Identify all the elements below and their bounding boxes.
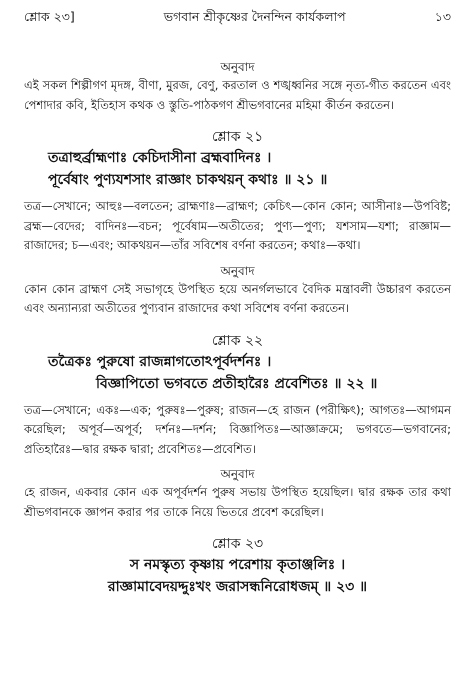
shloka-21-line-1: তত্রাহুর্ব্রাহ্মণাঃ কেচিদাসীনা ব্রহ্মবাদিনঃ । <box>48 150 272 166</box>
page-content <box>24 58 451 598</box>
shloka-22-line-2: বিজ্ঞাপিতো ভগবতে প্রতীহারৈঃ প্রবেশিতঃ ॥ ২২ ॥ <box>96 375 378 392</box>
shloka-21-synonyms: তত্র—সেখানে; আহুঃ—বলতেন; ব্রাহ্মণাঃ—ব্রাহ্মণ; কেচিৎ—কোন কোন; আসীনাঃ—উপবিষ্ট; ব্রহ্ম—বেদের; বাদিনঃ—বচন; পূর্বেষাম—অতীতের; পুণ্য—পুণ্য; যশসাম—যশা; রাজ্ঞাম—রাজাদের; চ—এবং; আকথয়ন—তাঁর সবিশেষ বর্ণনা করতেন; কথাঃ—কথা। <box>24 199 451 252</box>
page-number: ১৩ <box>434 9 451 24</box>
shloka-23-title: শ্লোক ২৩ <box>211 536 264 552</box>
shloka-21-anubad-heading: অনুবাদ <box>220 263 255 278</box>
shloka-22-translation: হে রাজন, একবার কোন এক অপূর্বদর্শন পুরুষ সভায় উপস্থিত হয়েছিল। দ্বার রক্ষক তার কথা শ্রীভগবানকে জ্ঞাপন করার পর তাকে নিয়ে ভিতরে প্রবেশ করেছিল। <box>24 485 451 519</box>
running-header <box>24 8 451 30</box>
anubad-heading-1: অনুবাদ <box>220 60 255 74</box>
shloka-22-title: শ্লোক ২২ <box>211 332 264 349</box>
anubad-text-1: এই সকল শিল্পীগণ মৃদঙ্গ, বীণা, মুরজ, বেণু, করতাল ও শঙ্খধ্বনির সঙ্গে নৃত্য-গীত করতেন এবং পেশাদার কবি, ইতিহাস কথক ও স্তুতি-পাঠকগণ শ্রীভগবানের মহিমা কীর্তন করতেন। <box>24 78 451 112</box>
shloka-21-title: শ্লোক ২১ <box>211 129 264 145</box>
shloka-22-line-1: তত্রৈকঃ পুরুষো রাজন্নাগতোঽপূর্বদর্শনঃ । <box>48 353 272 370</box>
header-shloka-ref: শ্লোক ২৩] <box>24 9 75 24</box>
shloka-22-anubad-heading: অনুবাদ <box>220 467 255 481</box>
shloka-23-line-2: রাজ্ঞামাবেদয়দ্দুঃখং জরাসন্ধনিরোধজম্ ॥ ২৩ ॥ <box>107 579 368 595</box>
shloka-22-synonyms: তত্র—সেখানে; একঃ—এক; পুরুষঃ—পুরুষ; রাজন—হে রাজন (পরীক্ষিৎ); আগতঃ—আগমন করেছিল; অপূর্ব—অপূর্ব; দর্শনঃ—দর্শন; বিজ্ঞাপিতঃ—আজ্ঞাক্রমে; ভগবতে—ভগবানের; প্রতিহারৈঃ—দ্বার রক্ষক দ্বারা; প্রবেশিতঃ—প্রবেশিত। <box>24 402 451 456</box>
shloka-23-line-1: স নমস্কৃত্য কৃষ্ণায় পরেশায় কৃতাঞ্জলিঃ । <box>129 557 346 573</box>
shloka-21-translation: কোন কোন ব্রাহ্মণ সেই সভাগৃহে উপস্থিত হয়ে অনর্গলভাবে বৈদিক মন্ত্রাবলী উচ্চারণ করতেন এবং অন্যান্যরা অতীতের পুণ্যবান রাজাদের কথা সবিশেষ বর্ণনা করতেন। <box>24 281 451 315</box>
shloka-21-line-2: পূর্বেষাং পুণ্যযশসাং রাজ্ঞাং চাকথয়ন্ কথাঃ ॥ ২১ ॥ <box>48 172 328 188</box>
header-chapter-title: ভগবান শ্রীকৃষ্ণের দৈনন্দিন কার্যকলাপ <box>163 9 346 24</box>
